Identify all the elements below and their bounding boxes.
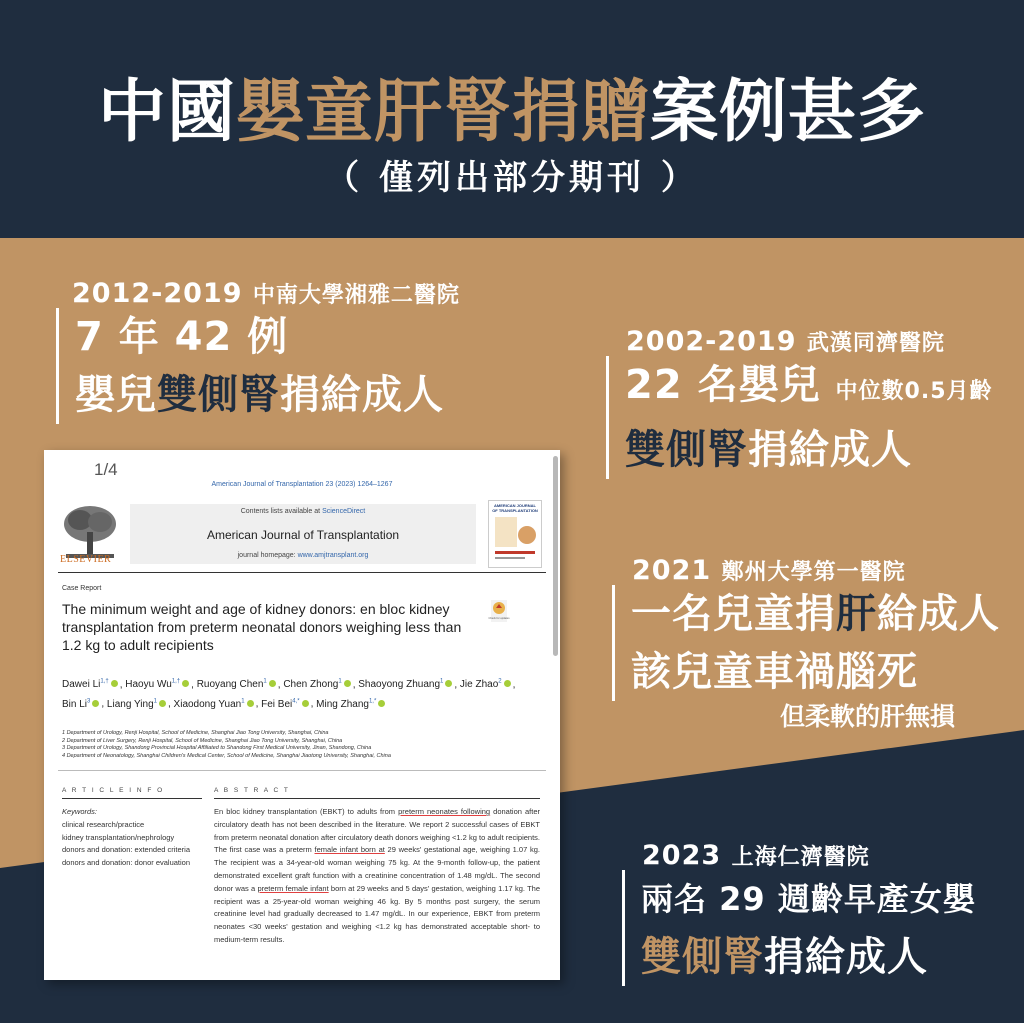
homepage-link[interactable]: www.amjtransplant.org [297, 552, 369, 559]
page-indicator: 1/4 [94, 460, 118, 479]
keyword: clinical research/practice [62, 819, 145, 829]
author: Fei Bei$^{4,*}$ [261, 699, 310, 710]
keywords-list: Keywords: clinical research/practice kidney transplantation/nephrology donors and donation: extended criteria donors and donation: donor evaluation [62, 806, 202, 870]
author: Ming Zhang$^{1,*}$ [316, 699, 387, 710]
case-3-body [612, 585, 1000, 701]
abstract-text: En bloc kidney transplantation (EBKT) to adults from preterm neonates following donation after circulatory death has not been described in the literature. We report 2 successful cases of EBKT from preterm neonatal donation after circulatory death donors weighing <1.2 kg to adult recipients. The first case was a preterm female infant born at 29 weeks' gestational age, weighing 1.07 kg. The recipient was a 34-year-old woman weighing 75 kg. At the 9-month follow-up, the patient demonstrated excellent graft function with a creatinine concentration of 1.48 mg/dL. The second donor was a preterm female infant born at 29 weeks and 5 days' gestation, weighing 1.17 kg. The recipient was a 25-year-old woman weighing 46 kg. By 5 months post surgery, the serum creatinine level had gradually decreased to 1.47 mg/dL. In our experience, EBKT from preterm neonates <30 weeks' gestation and weighing <1.2 kg has demonstrated acceptable short- to medium-term results. [214, 807, 541, 944]
highlight-underline: female infant born at [314, 845, 385, 855]
contents-line: Contents lists available at ScienceDirect [240, 508, 366, 515]
orcid-icon[interactable] [504, 680, 511, 687]
journal-header-box [130, 504, 476, 564]
case-1-heading: 2012-2019 中南大學湘雅二醫院 [72, 278, 460, 309]
orcid-icon[interactable] [344, 680, 351, 687]
case-1 [72, 278, 460, 309]
title-part-1: 中國 [97, 73, 236, 152]
orcid-icon[interactable] [111, 680, 118, 687]
case-3-line-2: 該兒童車禍腦死 [631, 649, 918, 695]
orcid-icon[interactable] [247, 700, 254, 707]
journal-citation[interactable]: American Journal of Transplantation 23 (2023) 1264–1267 [211, 481, 393, 488]
case-3-note: 但柔軟的肝無損 [780, 702, 956, 731]
orcid-icon[interactable] [269, 680, 276, 687]
case-4-line-1: 兩名 29 週齡早產女嬰 [641, 880, 976, 918]
page-subtitle: （ 僅列出部分期刊 ） [325, 158, 699, 198]
orcid-icon[interactable] [92, 700, 99, 707]
case-3 [632, 555, 906, 586]
case-4-line-2: 雙側腎捐給成人 [641, 934, 928, 980]
author: Chen Zhong$^1$ [283, 679, 352, 690]
author: Dawei $Li^{1,\dagger}$ [62, 679, 120, 690]
title-part-3: 案例甚多 [650, 73, 927, 152]
sciencedirect-link[interactable]: ScienceDirect [322, 508, 366, 515]
elsevier-tree-icon [58, 502, 122, 562]
publisher-name: ELSEVIER [60, 554, 112, 565]
check-for-updates-icon[interactable] [488, 600, 510, 622]
case-4-heading: 2023 上海仁濟醫院 [642, 840, 870, 871]
journal-name: American Journal of Transplantation [206, 528, 400, 542]
journal-article-screenshot [44, 450, 560, 980]
case-1-body [56, 308, 444, 424]
author: Shaoyong Zhuang$^1$ [358, 679, 454, 690]
header-divider [58, 572, 546, 573]
author-list: Dawei $Li^{1,\dagger}$ , Haoyu $Wu^{1,\dagger}$ , Ruoyang Chen$^1$ , Chen Zhong$^1$ , Shaoyong Zhuang$^1$ , Jie Zhao$^2$ , Bin Li$^3$ , Liang Ying$^1$ , Xiaodong Yuan$^1$ , Fei Bei$^{4,*}$ , Ming Zhang$^{1,*}$ [62, 679, 516, 710]
keyword: kidney transplantation/nephrology [62, 832, 175, 842]
orcid-icon[interactable] [445, 680, 452, 687]
highlight-underline: preterm neonates following [398, 807, 491, 816]
affiliations: 1 Department of Urology, Renji Hospital, School of Medicine, Shanghai Jiao Tong University, Shanghai, China 2 Department of Liver Surgery, Renji Hospital, School of Medicine, Shanghai Jiao Tong University, Shanghai, China 3 Department of Urology, Shandong Provincial Hospital Affiliated to Shandong First Medical University, Jinan, Shandong, China 4 Department of Neonatology, Shanghai Children's Medical Center, School of Medicine, Shanghai Jiaotong University, Shanghai, China [62, 730, 391, 759]
abstract-heading: A B S T R A C T [214, 787, 290, 794]
case-1-line-1: 7 年 42 例 [75, 314, 289, 360]
case-4 [642, 840, 870, 871]
case-4-body [622, 870, 976, 986]
case-2-body [606, 356, 993, 479]
case-2-line-1: 22 名嬰兒 中位數0.5月齡 [625, 362, 993, 408]
orcid-icon[interactable] [302, 700, 309, 707]
journal-cover-thumbnail: AMERICAN JOURNAL OF TRANSPLANTATION [488, 500, 542, 568]
keyword: donors and donation: donor evaluation [62, 858, 191, 868]
case-2-heading: 2002-2019 武漢同濟醫院 [626, 326, 945, 357]
orcid-icon[interactable] [182, 680, 189, 687]
page-title [0, 58, 1024, 155]
cover-art-icon [489, 501, 541, 567]
author: Jie Zhao$^2$ [460, 679, 513, 690]
orcid-icon[interactable] [378, 700, 385, 707]
case-2 [626, 326, 945, 357]
article-info-heading: A R T I C L E I N F O [62, 787, 165, 794]
abstract-rule [214, 798, 540, 799]
svg-text:Check for updates: Check for updates [488, 617, 510, 620]
highlight-underline: preterm female infant [257, 883, 329, 893]
author: Haoyu $Wu^{1,\dagger}$ [125, 679, 191, 690]
article-info-rule [62, 798, 202, 799]
article-title: The minimum weight and age of kidney donors: en bloc kidney transplantation from preterm neonatal donors weighing less than 1.2 kg to adult recipients [62, 601, 462, 653]
author: Bin Li$^3$ [62, 699, 101, 710]
case-3-heading: 2021 鄭州大學第一醫院 [632, 555, 906, 586]
author: Liang Ying$^1$ [107, 699, 168, 710]
case-2-line-2: 雙側腎捐給成人 [625, 427, 912, 473]
keyword: donors and donation: extended criteria [62, 845, 191, 855]
homepage-line: journal homepage: www.amjtransplant.org [237, 552, 369, 559]
author: Ruoyang Chen$^1$ [197, 679, 278, 690]
author: Xiaodong Yuan$^1$ [174, 699, 256, 710]
orcid-icon[interactable] [159, 700, 166, 707]
article-type: Case Report [62, 585, 102, 592]
affiliation-divider [58, 770, 546, 771]
case-1-line-2: 嬰兒雙側腎捐給成人 [75, 372, 444, 418]
title-highlight: 嬰童肝腎捐贈 [235, 73, 650, 152]
case-3-line-1: 一名兒童捐肝給成人 [631, 591, 1000, 637]
